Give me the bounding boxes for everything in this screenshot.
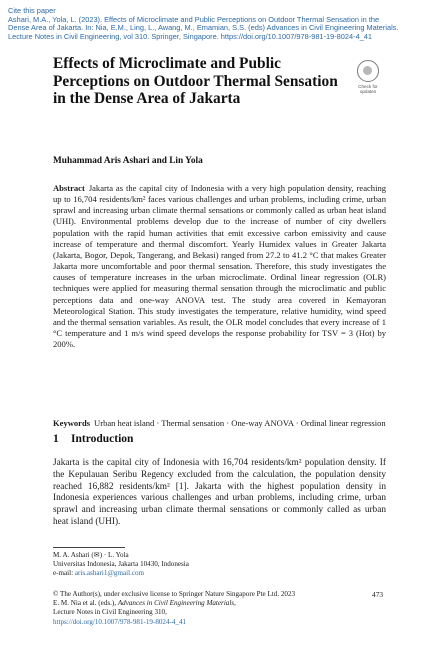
- email-link[interactable]: aris.ashari1@gmail.com: [74, 569, 145, 577]
- check-for-updates-label: [350, 84, 386, 94]
- section-number: 1: [53, 433, 59, 445]
- citation-line-3[interactable]: Lecture Notes in Civil Engineering, vol 310. Springer, Singapore. https://doi.org/10.1007/978-981-19-8024-4_41: [8, 33, 373, 42]
- intro-paragraph: Jakarta is the capital city of Indonesia with 16,704 residents/km² population density. If the Kepulauan Seribu Regency excluded from the calculation, the population density reached 16,882 residents/km² [1]. Jakarta with the highest population density in Indonesia experiences various challenges and urban problems, including crime, urban sprawl and increasing urban climate thermal sensations or commonly called as urban heat island (UHI).: [53, 458, 386, 527]
- footnote-affiliation: Universitas Indonesia, Jakarta 10430, Indonesia: [53, 560, 189, 568]
- author-list: Muhammad Aris Ashari and Lin Yola: [53, 156, 203, 166]
- section-title: Introduction: [71, 433, 134, 445]
- badge-line-2: updates: [359, 89, 377, 95]
- check-for-updates-icon: [357, 60, 379, 82]
- check-for-updates-badge[interactable]: [350, 60, 386, 98]
- paper-title: Effects of Microclimate and Public Perceptions on Outdoor Thermal Sensation in the Dense Area of Jakarta: [53, 55, 338, 108]
- abstract-text: Jakarta as the capital city of Indonesia with a very high population density, reaching up to 16,704 residents/km² faces various challenges and urban problems, including crime, urban sprawl and increasing urban climate thermal sensations or commonly called as urban heat island (UHI). Environmental problems develop due to the increase of number of city dwellers population with the rapid human activities that emit excessive carbon emissivity and cause increase of temperature and thermal discomfort. Yearly Humidex values in Greater Jakarta (Jakarta, Bogor, Depok, Tangerang, and Bekasi) ranged from 27.2 to 41.2 °C that makes Greater Jakarta more uncomfortable and poor thermal sensation. Therefore, this study investigates the causes of temperature increases in the urban microclimate. Ordinal linear regression (OLR) techniques were applied for measuring thermal sensation through the microclimatic and public perceptions data and one-way ANOVA test. The study area covered in Kemayoran Meteorological Station. This study investigates the temperature, relative humidity, wind speed and the thermal sensation variables. As result, the OLR model concludes that every increase of 1 °C temperature and 1 m/s wind speed develops the response probability for TSV = 3 (Hot) by 200%.: [53, 183, 386, 350]
- author-footnote: [53, 551, 386, 578]
- editors-prefix: E. M. Nia et al. (eds.),: [53, 599, 117, 608]
- editors-suffix: ,: [234, 599, 236, 608]
- citation-line-1[interactable]: Ashari, M.A., Yola, L. (2023). Effects of Microclimate and Public Perceptions on Outdoor Thermal Sensation in the: [8, 15, 380, 24]
- copyright-line: © The Author(s), under exclusive license to Springer Nature Singapore Pte Ltd. 2023: [53, 590, 296, 598]
- footnote-authors: M. A. Ashari (✉) · L. Yola: [53, 551, 129, 559]
- page-number: 473: [372, 590, 384, 599]
- keywords: [53, 418, 386, 429]
- footnote-email-row: [53, 569, 386, 578]
- keywords-text: Urban heat island · Thermal sensation · One-way ANOVA · Ordinal linear regression: [94, 418, 386, 428]
- abstract: [53, 183, 386, 350]
- abstract-label: Abstract: [53, 183, 85, 193]
- keywords-label: Keywords: [53, 418, 91, 428]
- section-heading: [53, 433, 386, 445]
- citation-heading[interactable]: Cite this paper: [8, 7, 56, 15]
- series-line: Lecture Notes in Civil Engineering 310,: [53, 608, 167, 617]
- citation-banner: [0, 0, 439, 52]
- copyright-block: [53, 590, 313, 627]
- citation-line-2[interactable]: Dense Area of Jakarta. In: Nia, E.M., Ling, L., Awang, M., Emamian, S.S. (eds) Advances in Civil Engineering Materials.: [8, 24, 399, 33]
- footnote-divider: [53, 547, 125, 548]
- editors-line: [53, 599, 313, 608]
- badge-line-1: Check for: [358, 84, 378, 89]
- introduction-body: [53, 458, 386, 529]
- doi-link[interactable]: https://doi.org/10.1007/978-981-19-8024-4_41: [53, 617, 187, 626]
- book-title: Advances in Civil Engineering Materials: [117, 599, 235, 608]
- email-label: e-mail:: [53, 569, 74, 577]
